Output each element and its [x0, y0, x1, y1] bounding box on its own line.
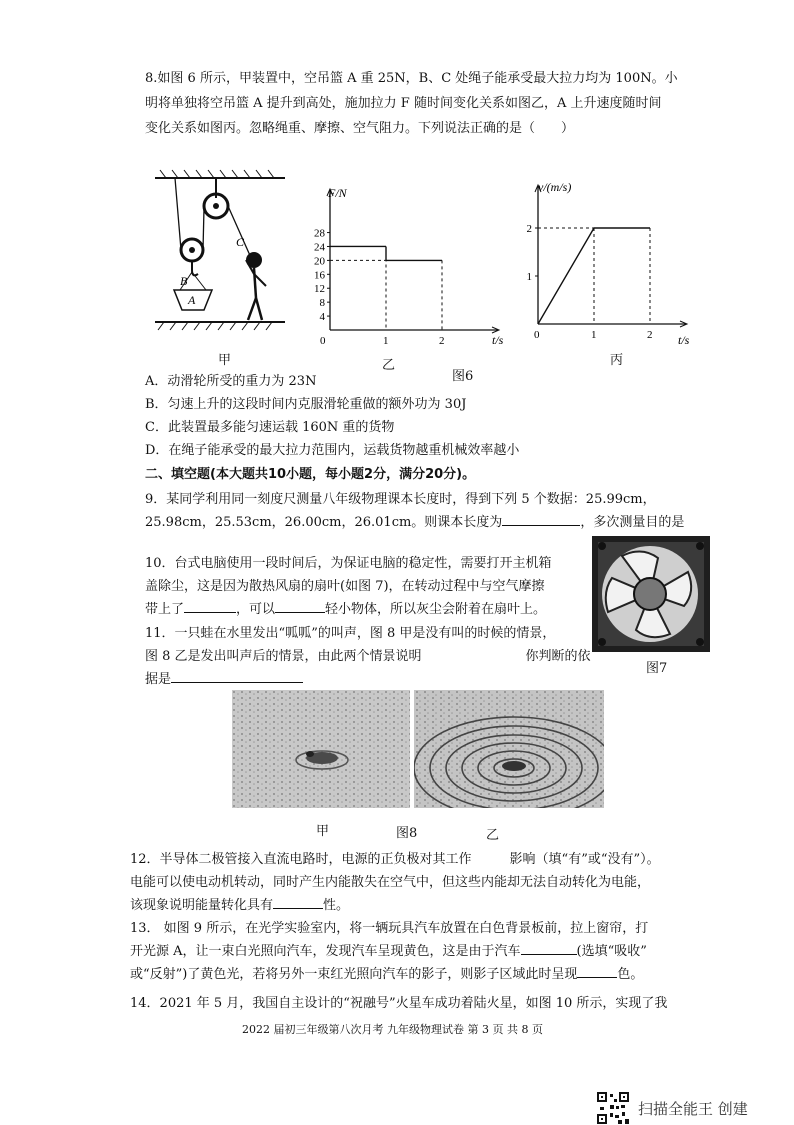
q10-text-a: 带上了	[145, 602, 185, 617]
q9-answer-blank-1[interactable]	[502, 513, 580, 526]
q11-line1: 11．一只蛙在水里发出“呱呱”的叫声，图 8 甲是没有叫的时候的情景，	[145, 626, 556, 641]
force-ytick-label: 28	[314, 227, 325, 240]
q9-line2	[145, 513, 684, 532]
qr-code-icon	[596, 1091, 630, 1125]
frog-croaking-photo	[414, 690, 604, 808]
q14-text-a: 14．2021 年 5 月，我国自主设计的“祝融号”火星车成功着陆火星，如图 10 所示，	[130, 996, 616, 1011]
q10-text-c: 轻小物体，所以灰尘会附着在扇叶上。	[325, 602, 547, 617]
q9-line2-text-b: ，多次测量目的是	[580, 515, 685, 530]
figure8-caption: 图8	[396, 826, 418, 841]
frog-silent-photo	[232, 690, 410, 808]
q13-line1: 13． 如图 9 所示，在光学实验室内，将一辆玩具汽车放置在白色背景板前，拉上窗帘，打	[130, 921, 649, 936]
figure7-caption: 图7	[646, 661, 668, 676]
force-xlabel: t/s	[492, 333, 504, 347]
force-ytick-label: 8	[319, 297, 325, 310]
q8-option-b: B．匀速上升的这段时间内克服滑轮重做的额外功为 30J	[145, 397, 467, 412]
label-A: A	[188, 293, 196, 307]
q13-line3	[130, 965, 643, 984]
q8-line1: 8.如图 6 所示，甲装置中，空吊篮 A 重 25N，B、C 处绳子能承受最大拉力均为 100N。小	[145, 71, 678, 86]
q11-answer-blank-2[interactable]	[171, 670, 303, 683]
figure8-left-label: 甲	[316, 824, 330, 839]
fan-photo-figure7	[592, 536, 710, 652]
q12-line3	[130, 896, 349, 915]
q12-text-b: 影响（填“有”或“没有”）。	[509, 852, 660, 867]
q13-answer-blank-2[interactable]	[577, 965, 617, 978]
q8-line2: 明将单独将空吊篮 A 提升到高处，施加拉力 F 随时间变化关系如图乙，A 上升速度随时间	[145, 96, 662, 111]
scanner-watermark: 扫描全能王 创建	[638, 1100, 748, 1118]
q11-line3	[145, 670, 303, 689]
velocity-ytick-label: 2	[526, 223, 532, 235]
force-xtick-label: 2	[439, 335, 445, 347]
figure6-caption: 图6	[452, 369, 474, 384]
label-C: C	[236, 235, 245, 249]
force-time-chart	[300, 182, 515, 352]
force-ytick-label: 24	[314, 241, 325, 254]
figure8-right-label: 乙	[486, 828, 500, 843]
q8-option-d: D．在绳子能承受的最大拉力范围内，运载货物越重机械效率越小	[145, 443, 520, 458]
q8-option-c: C．此装置最多能匀速运载 160N 重的货物	[145, 420, 395, 435]
force-xtick-label: 0	[320, 335, 326, 347]
q13-answer-blank-1[interactable]	[521, 942, 577, 955]
q13-text-c: 或“反射”)了黄色光，若将另外一束红光照向汽车的影子，则影子区域此时呈现	[130, 967, 578, 982]
figure-label-jia: 甲	[218, 353, 232, 368]
q12-line2: 电能可以使电动机转动，同时产生内能散失在空气中，但这些内能却无法自动转化为电能，	[130, 875, 651, 890]
velocity-time-chart	[518, 176, 698, 352]
q10-line2: 盖除尘，这是因为散热风扇的扇叶(如图 7)，在转动过程中与空气摩擦	[145, 579, 545, 594]
velocity-ytick-label: 1	[526, 271, 532, 283]
q11-line2	[145, 647, 591, 666]
q10-text-b: ，可以	[236, 602, 276, 617]
q10-line1: 10．台式电脑使用一段时间后，为保证电脑的稳定性，需要打开主机箱	[145, 556, 552, 571]
velocity-xlabel: t/s	[678, 333, 690, 347]
q9-line1: 9．某同学利用同一刻度尺测量八年级物理课本长度时，得到下列 5 个数据：25.99cm，	[145, 492, 656, 507]
q14-text-b: 实现了我	[615, 996, 668, 1011]
q11-text-b: 你判断的依	[525, 649, 591, 664]
q9-line2-text-a: 25.98cm，25.53cm，26.00cm，26.01cm。则课本长度为	[145, 515, 503, 530]
q11-text-a: 图 8 乙是发出叫声后的情景，由此两个情景说明	[145, 649, 422, 664]
section2-title: 二、填空题(本大题共10小题，每小题2分，满分20分)。	[145, 467, 476, 482]
q10-line3	[145, 600, 546, 619]
q10-answer-blank-2[interactable]	[275, 600, 325, 613]
force-xtick-label: 1	[383, 335, 389, 347]
label-B: B	[180, 274, 188, 288]
force-ytick-label: 12	[314, 283, 325, 296]
velocity-xtick-label: 0	[534, 329, 540, 341]
page-footer: 2022 届初三年级第八次月考 九年级物理试卷 第 3 页 共 8 页	[242, 1023, 543, 1036]
force-ytick-label: 4	[319, 311, 325, 324]
force-ytick-label: 20	[314, 255, 325, 268]
velocity-xtick-label: 1	[591, 329, 597, 341]
q14-line1	[130, 994, 667, 1013]
q10-answer-blank-1[interactable]	[184, 600, 236, 613]
velocity-ylabel: v/(m/s)	[538, 180, 572, 194]
q13-text-d: 色。	[617, 967, 644, 982]
q13-line2	[130, 942, 647, 961]
q8-line3: 变化关系如图丙。忽略绳重、摩擦、空气阻力。下列说法正确的是（ ）	[145, 121, 575, 136]
q13-text-a: 开光源 A，让一束白光照向汽车，发现汽车呈现黄色，这是由于汽车	[130, 944, 521, 959]
force-ylabel: F/N	[328, 186, 347, 200]
figure-label-bing: 丙	[610, 353, 624, 368]
figure-label-yi: 乙	[382, 358, 396, 373]
q12-text-c: 该现象说明能量转化具有	[130, 898, 274, 913]
q11-text-c: 据是	[145, 672, 172, 687]
pulley-apparatus-figure	[150, 168, 290, 340]
q12-answer-blank-2[interactable]	[273, 896, 323, 909]
q12-text-d: 性。	[323, 898, 350, 913]
q12-text-a: 12．半导体二极管接入直流电路时，电源的正负极对其工作	[130, 852, 472, 867]
velocity-xtick-label: 2	[647, 329, 653, 341]
q12-line1	[130, 850, 660, 869]
q12-answer-blank-1[interactable]	[472, 851, 510, 863]
force-ytick-label: 16	[314, 269, 325, 282]
q13-text-b: (选填“吸收”	[576, 944, 647, 959]
q8-option-a: A．动滑轮所受的重力为 23N	[145, 374, 317, 389]
q11-answer-blank-1[interactable]	[422, 648, 526, 660]
